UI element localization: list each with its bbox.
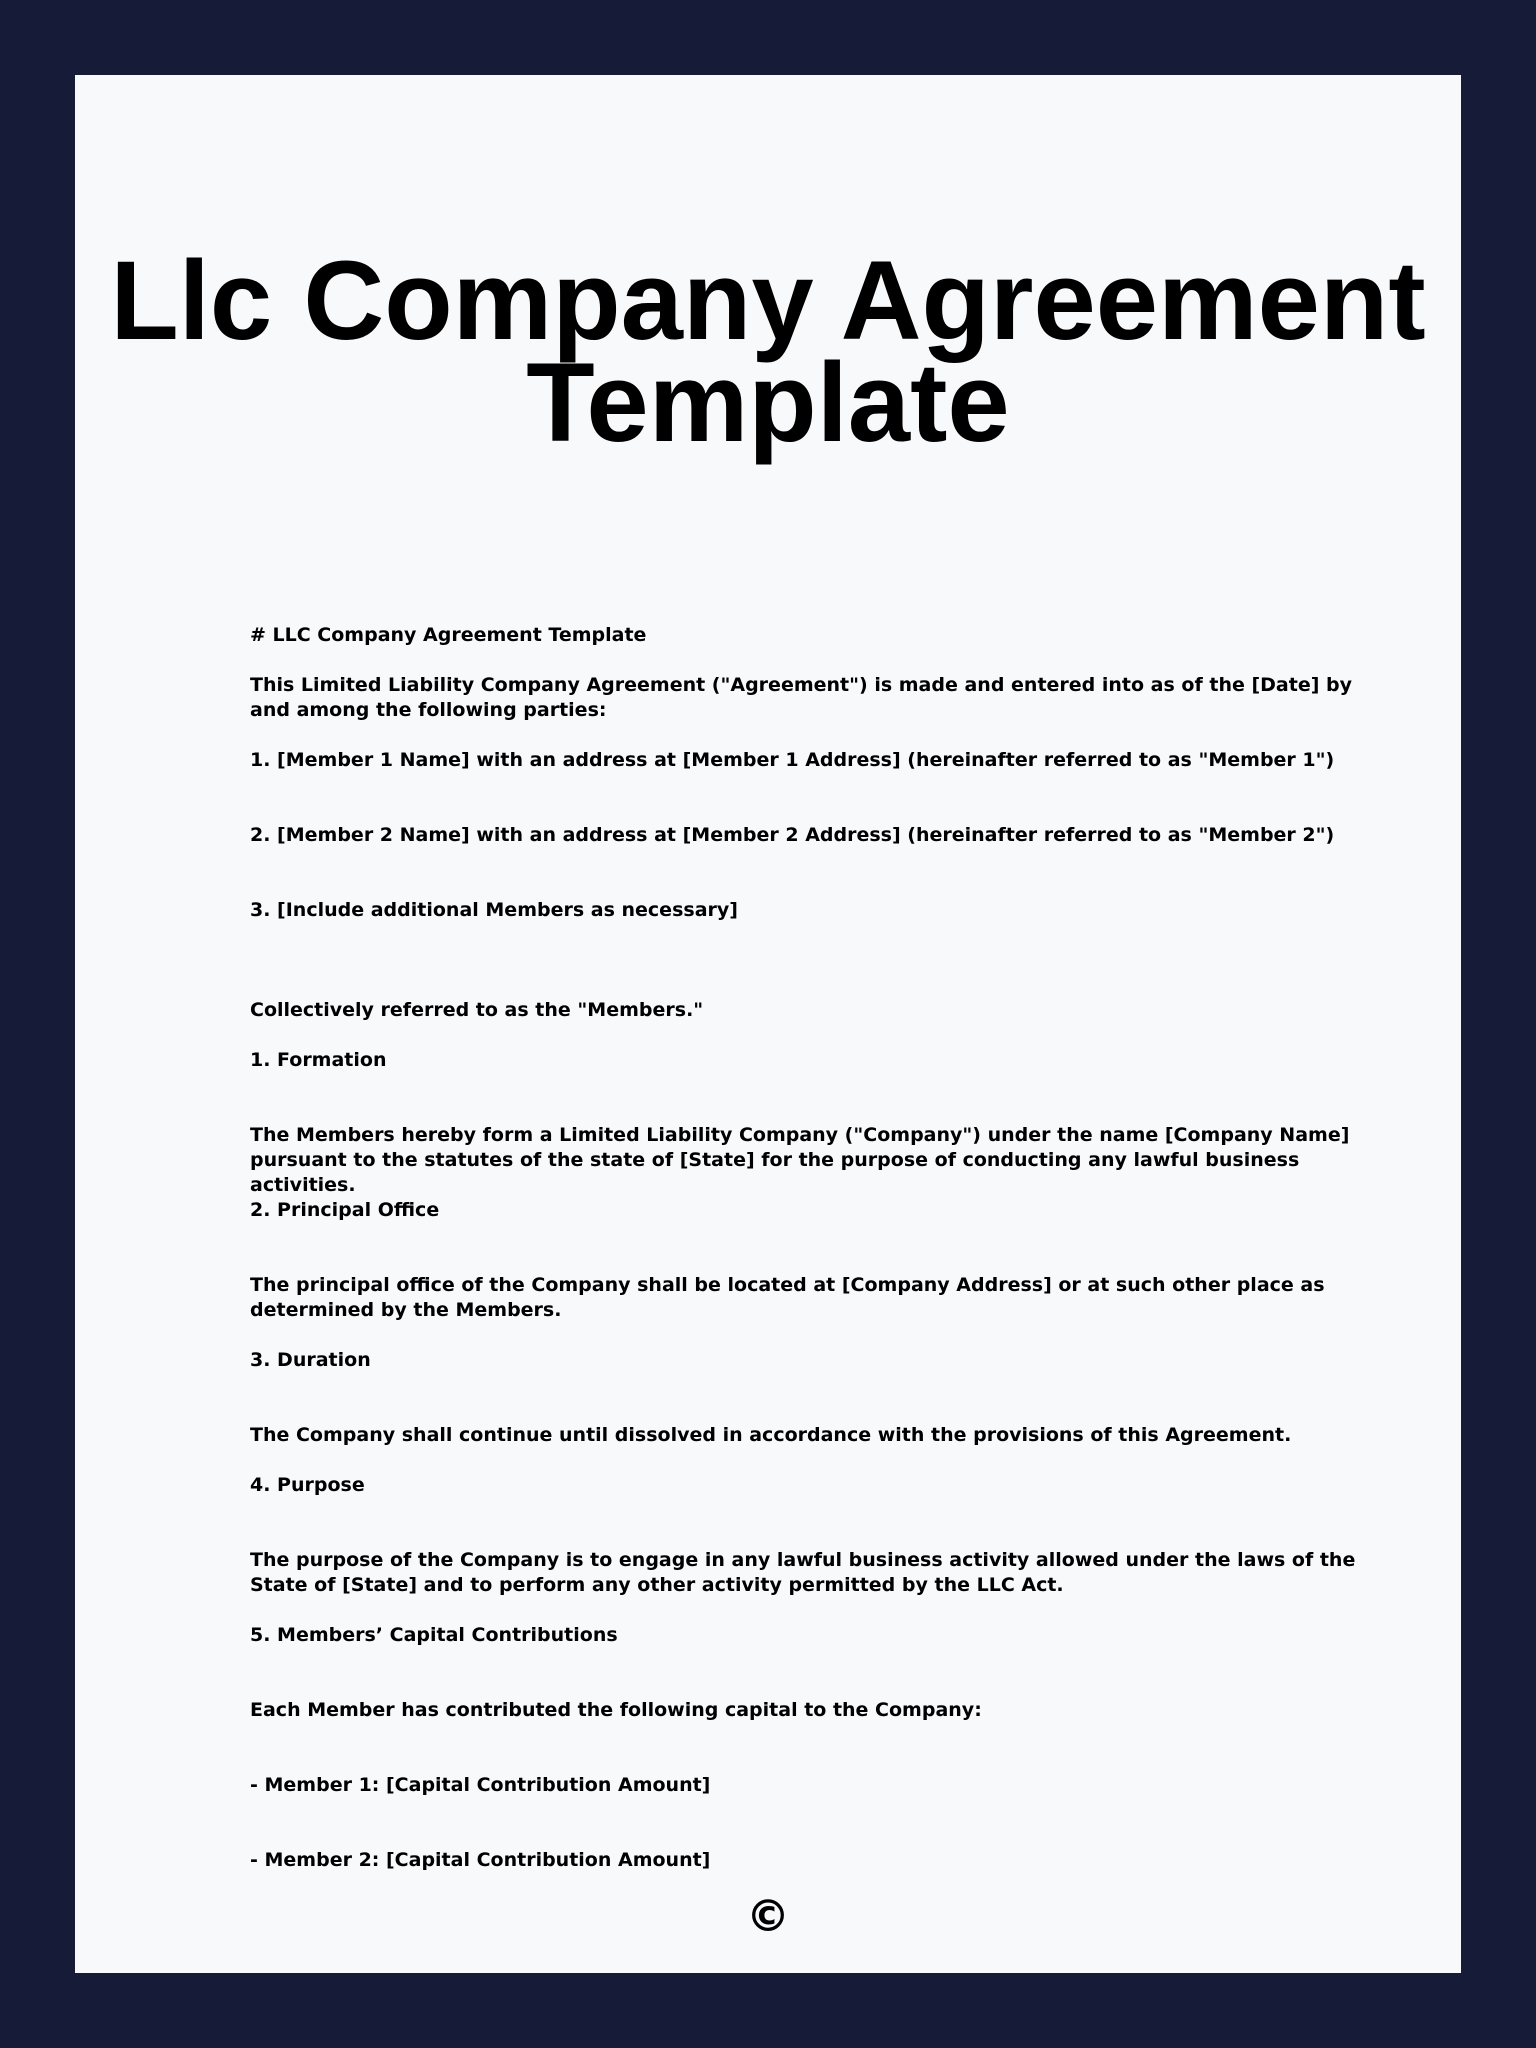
document-title: Llc Company Agreement Template bbox=[110, 238, 1426, 465]
section-heading-principal-office: 2. Principal Office bbox=[250, 1199, 440, 1221]
party-item-2: 2. [Member 2 Name] with an address at [Member 2 Address] (hereinafter referred to as "Member 2") bbox=[250, 824, 1335, 846]
section-text-formation: The Members hereby form a Limited Liability Company ("Company") under the name [Company Name] pursuant to the statutes of the state of [State] for the purpose of conducting any lawful business activities. bbox=[250, 1124, 1350, 1196]
markdown-heading: # LLC Company Agreement Template bbox=[250, 624, 647, 646]
section-heading-duration: 3. Duration bbox=[250, 1349, 371, 1371]
collectively-paragraph: Collectively referred to as the "Members." bbox=[250, 999, 704, 1021]
contribution-item-1: - Member 1: [Capital Contribution Amount] bbox=[250, 1774, 711, 1796]
document-page bbox=[75, 75, 1461, 1973]
section-text-purpose: The purpose of the Company is to engage in any lawful business activity allowed under the laws of the State of [State] and to perform any other activity permitted by the LLC Act. bbox=[250, 1549, 1356, 1596]
party-item-1: 1. [Member 1 Name] with an address at [Member 1 Address] (hereinafter referred to as "Member 1") bbox=[250, 749, 1335, 771]
party-item-3: 3. [Include additional Members as necessary] bbox=[250, 899, 738, 921]
section-text-capital-contributions: Each Member has contributed the following capital to the Company: bbox=[250, 1699, 982, 1721]
section-heading-capital-contributions: 5. Members’ Capital Contributions bbox=[250, 1624, 618, 1646]
contribution-item-2: - Member 2: [Capital Contribution Amount] bbox=[250, 1849, 711, 1871]
copyright-symbol: © bbox=[746, 1891, 790, 1942]
section-heading-purpose: 4. Purpose bbox=[250, 1474, 365, 1496]
section-text-principal-office: The principal office of the Company shall be located at [Company Address] or at such other place as determined by the Members. bbox=[250, 1274, 1325, 1321]
section-text-duration: The Company shall continue until dissolved in accordance with the provisions of this Agreement. bbox=[250, 1424, 1292, 1446]
section-heading-formation: 1. Formation bbox=[250, 1049, 387, 1071]
intro-paragraph: This Limited Liability Company Agreement ("Agreement") is made and entered into as of the [Date] by and among the following parties: bbox=[250, 674, 1352, 721]
